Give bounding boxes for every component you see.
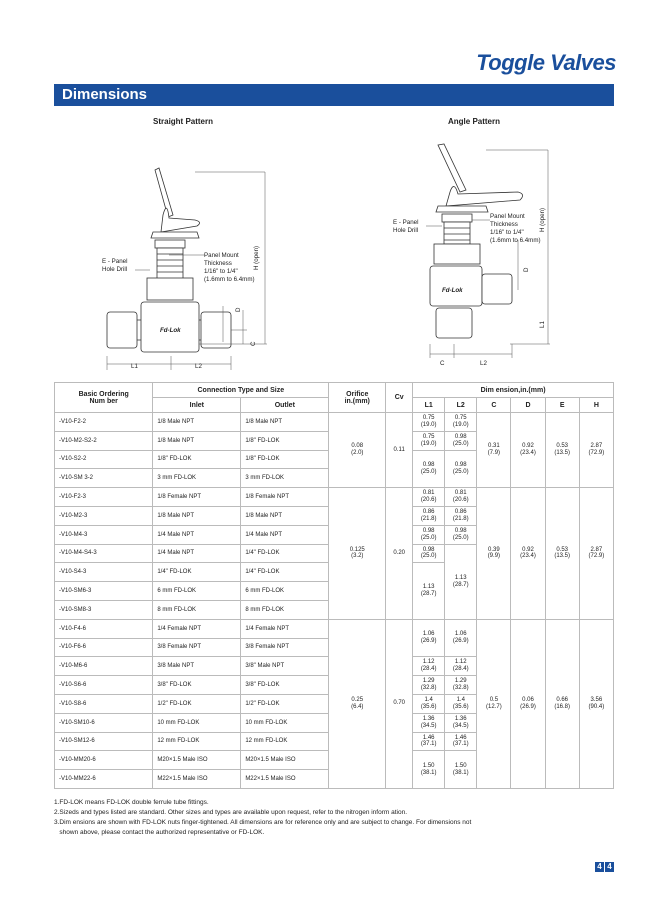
inlet-cell: 1/8 Male NPT: [153, 413, 241, 432]
note-4: shown above, please contact the authorized representative or FD-LOK.: [54, 829, 265, 836]
angle-d-label: D: [523, 267, 530, 272]
outlet-cell: 6 mm FD-LOK: [241, 582, 329, 601]
ordering-number: -V10-F6-6: [55, 638, 153, 657]
outlet-cell: 1/2" FD-LOK: [241, 694, 329, 713]
straight-panel-mount-1: Panel Mount: [204, 252, 239, 259]
header-l2: L2: [445, 398, 477, 413]
outlet-cell: 1/8" FD-LOK: [241, 431, 329, 450]
ordering-number: -V10-SM8-3: [55, 600, 153, 619]
outlet-cell: 1/8 Male NPT: [241, 413, 329, 432]
l2-cell: 1.50 (38.1): [445, 751, 477, 789]
inlet-cell: 3/8" FD-LOK: [153, 676, 241, 695]
l1-cell: 1.4 (35.6): [413, 694, 445, 713]
l2-cell: 0.86 (21.8): [445, 506, 477, 525]
l2-cell: 1.36 (34.5): [445, 713, 477, 732]
header-l1: L1: [413, 398, 445, 413]
ordering-number: -V10-S8-6: [55, 694, 153, 713]
inlet-cell: 3/8 Male NPT: [153, 657, 241, 676]
l2-cell: 1.12 (28.4): [445, 657, 477, 676]
ordering-number: -V10-S6-6: [55, 676, 153, 695]
section-title: Dimensions: [62, 86, 148, 103]
angle-panel-mount-3: 1/16" to 1/4": [490, 229, 524, 236]
l2-cell: 0.75 (19.0): [445, 413, 477, 432]
ordering-number: -V10-M6-6: [55, 657, 153, 676]
header-e: E: [545, 398, 579, 413]
inlet-cell: 1/8 Male NPT: [153, 506, 241, 525]
inlet-cell: 1/2" FD-LOK: [153, 694, 241, 713]
inlet-cell: 3/8 Female NPT: [153, 638, 241, 657]
angle-panel-mount-4: (1.6mm to 6.4mm): [490, 237, 541, 244]
header-c: C: [477, 398, 511, 413]
straight-l1-label: L1: [131, 363, 138, 370]
ordering-number: -V10-F2-3: [55, 488, 153, 507]
angle-pattern-title: Angle Pattern: [448, 117, 501, 126]
header-outlet: Outlet: [241, 398, 329, 413]
l1-cell: 1.46 (37.1): [413, 732, 445, 751]
straight-pattern-title: Straight Pattern: [153, 117, 214, 126]
l1-cell: 1.50 (38.1): [413, 751, 445, 789]
angle-panel-hole-1: E - Panel: [393, 219, 419, 226]
footnotes: [54, 798, 614, 838]
header-inlet: Inlet: [153, 398, 241, 413]
outlet-cell: 1/4" FD-LOK: [241, 563, 329, 582]
inlet-cell: 6 mm FD-LOK: [153, 582, 241, 601]
straight-c-label: C: [250, 341, 257, 346]
table-row: [55, 488, 614, 507]
inlet-cell: 1/4" FD-LOK: [153, 563, 241, 582]
outlet-cell: 1/4" FD-LOK: [241, 544, 329, 563]
l1-cell: 0.81 (20.6): [413, 488, 445, 507]
ordering-number: -V10-F4-6: [55, 619, 153, 638]
angle-c-label: C: [440, 360, 445, 367]
note-2: 2.Sizeds and types listed are standard. Other sizes and types are available upon request, refer to the nitrogen inform ation.: [54, 809, 408, 816]
cv-cell: 0.70: [386, 619, 413, 788]
straight-pattern-drawing: [95, 160, 275, 375]
ordering-number: -V10-SM12-6: [55, 732, 153, 751]
orifice-cell: 0.25 (6.4): [329, 619, 386, 788]
angle-pattern-drawing: [390, 140, 570, 372]
outlet-cell: 3/8 Female NPT: [241, 638, 329, 657]
inlet-cell: 1/4 Male NPT: [153, 544, 241, 563]
inlet-cell: M20×1.5 Male ISO: [153, 751, 241, 770]
l2-cell: 1.06 (26.9): [445, 619, 477, 657]
ordering-number: -V10-SM6-3: [55, 582, 153, 601]
inlet-cell: M22×1.5 Male ISO: [153, 770, 241, 789]
ordering-number: -V10-S2-2: [55, 450, 153, 469]
outlet-cell: 1/8 Male NPT: [241, 506, 329, 525]
table-row: [55, 413, 614, 432]
angle-panel-mount-2: Thickness: [490, 221, 518, 228]
ordering-number: -V10-M2-S2-2: [55, 431, 153, 450]
d-cell: 0.92 (23.4): [511, 413, 545, 488]
c-cell: 0.5 (12.7): [477, 619, 511, 788]
l1-cell: 0.98 (25.0): [413, 450, 445, 488]
ordering-number: -V10-S4-3: [55, 563, 153, 582]
outlet-cell: 10 mm FD-LOK: [241, 713, 329, 732]
header-orifice: Orifice in.(mm): [329, 383, 386, 413]
ordering-number: -V10-SM10-6: [55, 713, 153, 732]
d-cell: 0.92 (23.4): [511, 488, 545, 620]
l2-cell: 0.81 (20.6): [445, 488, 477, 507]
angle-panel-hole-2: Hole Drill: [393, 227, 419, 234]
inlet-cell: 1/8" FD-LOK: [153, 450, 241, 469]
header-connection: Connection Type and Size: [153, 383, 329, 398]
orifice-cell: 0.125 (3.2): [329, 488, 386, 620]
inlet-cell: 12 mm FD-LOK: [153, 732, 241, 751]
l1-cell: 1.29 (32.8): [413, 676, 445, 695]
l1-cell: 0.86 (21.8): [413, 506, 445, 525]
h-cell: 2.87 (72.9): [579, 413, 613, 488]
header-h: H: [579, 398, 613, 413]
l1-cell: 0.98 (25.0): [413, 525, 445, 544]
outlet-cell: 3 mm FD-LOK: [241, 469, 329, 488]
inlet-cell: 1/4 Female NPT: [153, 619, 241, 638]
straight-d-label: D: [235, 307, 242, 312]
l1-cell: 1.36 (34.5): [413, 713, 445, 732]
l2-cell: 0.98 (25.0): [445, 450, 477, 488]
straight-panel-mount-4: (1.6mm to 6.4mm): [204, 276, 255, 283]
l2-cell: 1.46 (37.1): [445, 732, 477, 751]
inlet-cell: 3 mm FD-LOK: [153, 469, 241, 488]
l1-cell: 1.06 (26.9): [413, 619, 445, 657]
page-number: 4 4: [594, 856, 614, 874]
c-cell: 0.31 (7.9): [477, 413, 511, 488]
ordering-number: -V10-M4-S4-3: [55, 544, 153, 563]
inlet-cell: 1/8 Male NPT: [153, 431, 241, 450]
straight-panel-mount-2: Thickness: [204, 260, 232, 267]
table-row: [55, 619, 614, 638]
inlet-cell: 10 mm FD-LOK: [153, 713, 241, 732]
outlet-cell: 12 mm FD-LOK: [241, 732, 329, 751]
l1-cell: 1.12 (28.4): [413, 657, 445, 676]
ordering-number: -V10-M2-3: [55, 506, 153, 525]
straight-panel-hole-2: Hole Drill: [102, 266, 128, 273]
l1-cell: 1.13 (28.7): [413, 563, 445, 619]
l2-cell: 0.98 (25.0): [445, 431, 477, 450]
straight-panel-mount-3: 1/16" to 1/4": [204, 268, 238, 275]
header-cv: Cv: [386, 383, 413, 413]
ordering-number: -V10-SM 3-2: [55, 469, 153, 488]
angle-panel-mount-1: Panel Mount: [490, 213, 525, 220]
header-basic: Basic Ordering Num ber: [55, 383, 153, 413]
angle-h-label: H (open): [539, 207, 546, 232]
l1-cell: 0.75 (19.0): [413, 431, 445, 450]
outlet-cell: 1/8 Female NPT: [241, 488, 329, 507]
outlet-cell: M20×1.5 Male ISO: [241, 751, 329, 770]
dimensions-table: [54, 382, 614, 789]
note-3: 3.Dim ensions are shown with FD-LOK nuts finger-tightened. All dimensions are for reference only and are subject to change. For dimensions not: [54, 819, 472, 826]
e-cell: 0.66 (16.8): [545, 619, 579, 788]
cv-cell: 0.11: [386, 413, 413, 488]
brand-title: Toggle Valves: [476, 50, 616, 75]
angle-logo: Fd-Lok: [442, 287, 463, 294]
angle-l1-label: L1: [539, 321, 546, 328]
l1-cell: 0.98 (25.0): [413, 544, 445, 563]
cv-cell: 0.20: [386, 488, 413, 620]
e-cell: 0.53 (13.5): [545, 488, 579, 620]
header-d: D: [511, 398, 545, 413]
inlet-cell: 1/8 Female NPT: [153, 488, 241, 507]
outlet-cell: 3/8" Male NPT: [241, 657, 329, 676]
outlet-cell: 3/8" FD-LOK: [241, 676, 329, 695]
inlet-cell: 1/4 Male NPT: [153, 525, 241, 544]
l2-cell: 1.13 (28.7): [445, 544, 477, 619]
l2-cell: 0.98 (25.0): [445, 525, 477, 544]
l1-cell: 0.75 (19.0): [413, 413, 445, 432]
h-cell: 3.56 (90.4): [579, 619, 613, 788]
straight-panel-hole-1: E - Panel: [102, 258, 128, 265]
header-dimension: Dim ension,in.(mm): [413, 383, 614, 398]
ordering-number: -V10-F2-2: [55, 413, 153, 432]
ordering-number: -V10-M4-3: [55, 525, 153, 544]
straight-l2-label: L2: [195, 363, 202, 370]
l2-cell: 1.29 (32.8): [445, 676, 477, 695]
c-cell: 0.39 (9.9): [477, 488, 511, 620]
outlet-cell: 1/4 Female NPT: [241, 619, 329, 638]
angle-l2-label: L2: [480, 360, 487, 367]
straight-logo: Fd-Lok: [160, 327, 181, 334]
l2-cell: 1.4 (35.6): [445, 694, 477, 713]
note-1: 1.FD-LOK means FD-LOK double ferrule tube fittings.: [54, 799, 209, 806]
outlet-cell: 8 mm FD-LOK: [241, 600, 329, 619]
h-cell: 2.87 (72.9): [579, 488, 613, 620]
inlet-cell: 8 mm FD-LOK: [153, 600, 241, 619]
straight-h-label: H (open): [253, 245, 260, 270]
ordering-number: -V10-MM22-6: [55, 770, 153, 789]
outlet-cell: 1/4 Male NPT: [241, 525, 329, 544]
e-cell: 0.53 (13.5): [545, 413, 579, 488]
d-cell: 0.06 (26.9): [511, 619, 545, 788]
orifice-cell: 0.08 (2.0): [329, 413, 386, 488]
section-bar: [54, 84, 614, 106]
ordering-number: -V10-MM20-6: [55, 751, 153, 770]
outlet-cell: M22×1.5 Male ISO: [241, 770, 329, 789]
outlet-cell: 1/8" FD-LOK: [241, 450, 329, 469]
